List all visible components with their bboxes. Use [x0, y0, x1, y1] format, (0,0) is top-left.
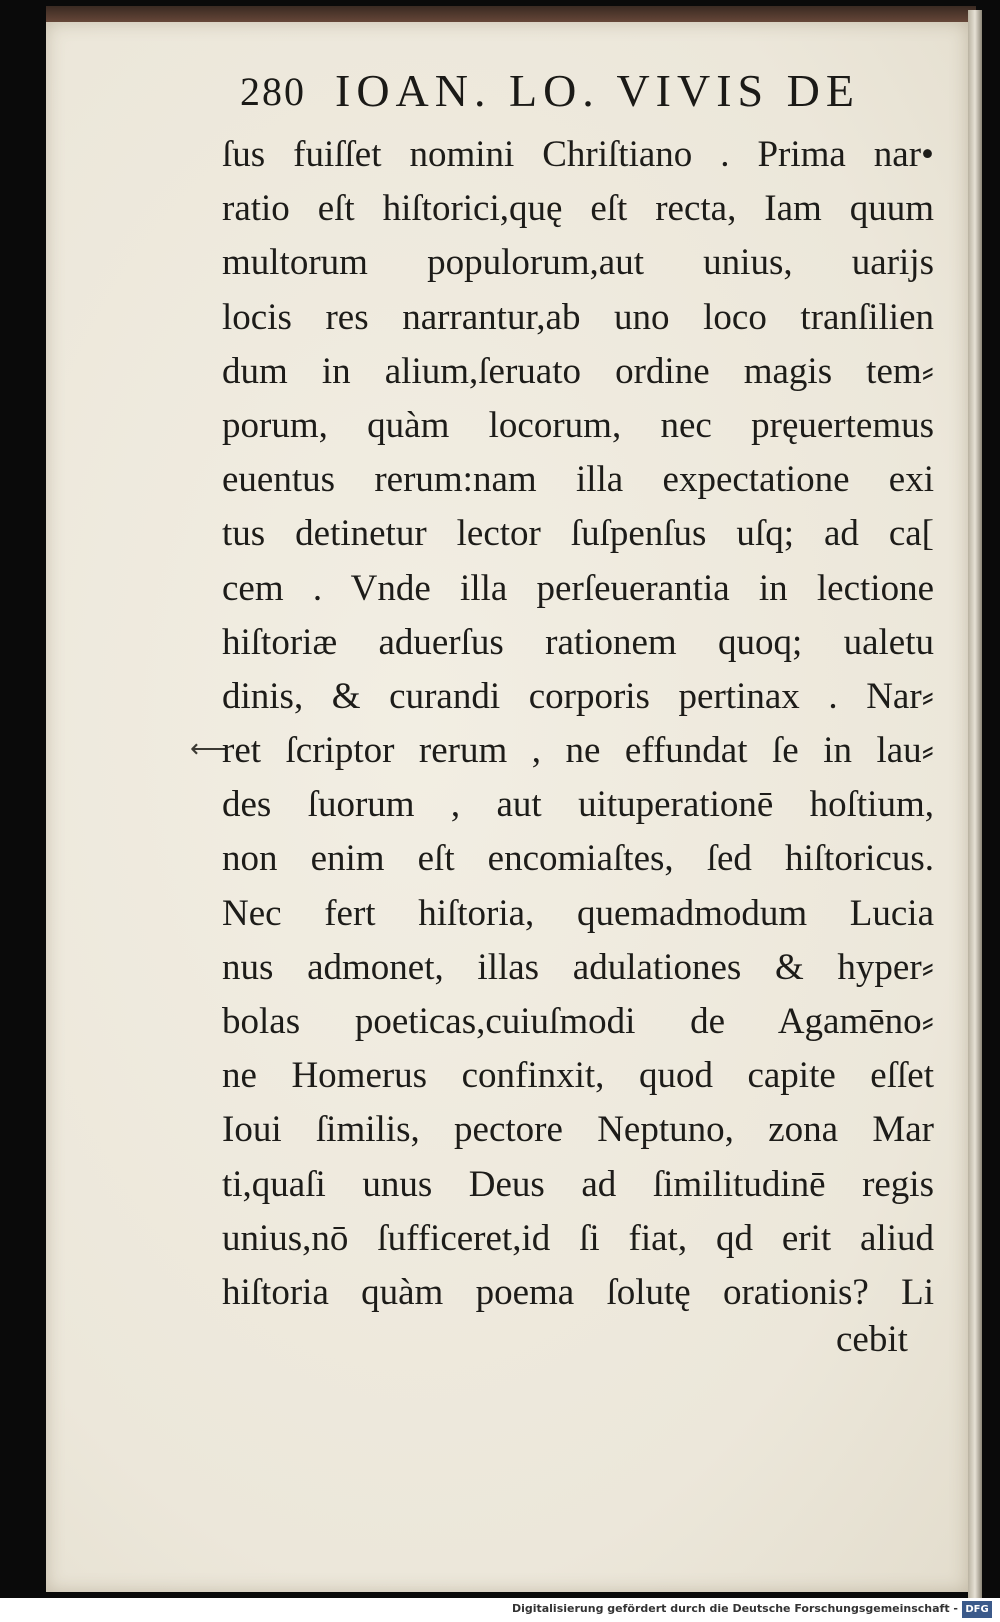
text-line: Ioui ſimilis, pectore Neptuno, zona Mar [222, 1109, 934, 1151]
text-line: dinis, & curandi corporis pertinax . Nar⸗ [222, 675, 934, 717]
text-line: locis res narrantur,ab uno loco tranſilien [222, 296, 934, 338]
text-line: hiſtoria quàm poema ſolutę orationis? Li [222, 1271, 934, 1313]
dfg-logo-icon: DFG [962, 1601, 992, 1618]
body-text [222, 128, 934, 1320]
text-line: nus admonet, illas adulationes & hyper⸗ [222, 946, 934, 988]
text-line: ret ſcriptor rerum , ne effundat ſe in lau⸗ [222, 730, 934, 772]
text-line: Nec fert hiſtoria, quemadmodum Lucia [222, 892, 934, 934]
text-line: cem . Vnde illa perſeuerantia in lectione [222, 567, 934, 609]
page-edge [968, 10, 982, 1610]
text-line: hiſtoriæ aduerſus rationem quoq; ualetu [222, 621, 934, 663]
margin-mark: ⟵ [190, 734, 228, 763]
text-line: multorum populorum,aut unius, uarijs [222, 242, 934, 284]
page-header [240, 65, 920, 128]
page-number: 280 [240, 69, 306, 114]
text-line: ti,quaſi unus Deus ad ſimilitudinē regis [222, 1163, 934, 1205]
text-line: unius,nō ſufficeret,id ſi fiat, qd erit aliud [222, 1217, 934, 1259]
running-title: IOAN. LO. VIVIS DE [335, 65, 860, 116]
text-line: ſus fuiſſet nomini Chriſtiano . Prima nar• [222, 134, 934, 175]
catchword: cebit [836, 1319, 908, 1360]
text-line: dum in alium,ſeruato ordine magis tem⸗ [222, 350, 934, 392]
digitization-footer [0, 1598, 1000, 1622]
text-line: des ſuorum , aut uituperationē hoſtium, [222, 784, 934, 826]
footer-credit: Digitalisierung gefördert durch die Deutsche Forschungsgemeinschaft - [511, 1602, 958, 1615]
text-line: bolas poeticas,cuiuſmodi de Agamēno⸗ [222, 1001, 934, 1042]
text-line: tus detinetur lector ſuſpenſus uſq; ad ca[ [222, 513, 934, 555]
text-line: euentus rerum:nam illa expectatione exi [222, 459, 934, 501]
text-line: non enim eſt encomiaſtes, ſed hiſtoricus. [222, 838, 934, 880]
text-line: ne Homerus confinxit, quod capite eſſet [222, 1055, 934, 1097]
text-line: porum, quàm locorum, nec pręuertemus [222, 404, 934, 446]
text-line: ratio eſt hiſtorici,quę eſt recta, Iam quum [222, 188, 934, 230]
